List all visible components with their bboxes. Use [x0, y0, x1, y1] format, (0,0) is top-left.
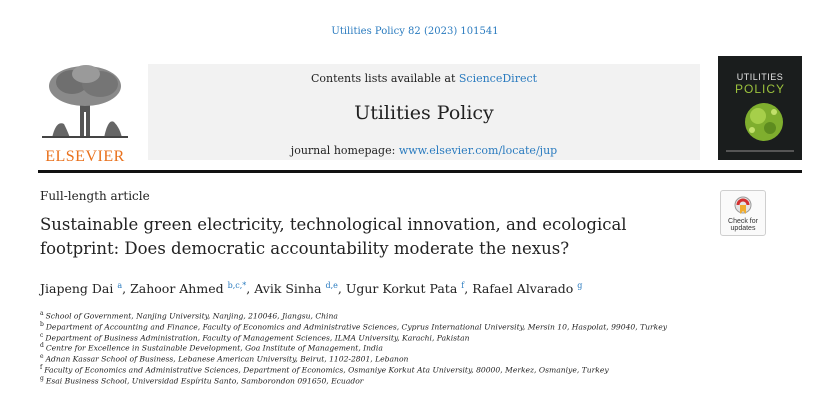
affiliation-letter: g: [40, 374, 44, 382]
cover-bottom-band: [726, 150, 794, 152]
affiliation-text: Department of Accounting and Finance, Faculty of Economics and Administrative Sciences, Cyprus International University, Mersin 10, Haspolat, 99040, Turkey: [45, 322, 668, 332]
cover-title-line1: UTILITIES: [736, 72, 784, 82]
affiliation-letter: e: [40, 353, 44, 361]
elsevier-logo[interactable]: [38, 62, 132, 165]
affiliation-item: [40, 352, 667, 363]
author-4[interactable]: [346, 281, 472, 296]
homepage-prefix: journal homepage:: [290, 144, 399, 157]
affiliation-item: [40, 363, 667, 374]
header-rule: [38, 170, 802, 173]
journal-banner: [148, 64, 700, 160]
cover-art-icon: [738, 100, 788, 144]
affiliation-letter: d: [40, 342, 44, 350]
author-separator: ,: [122, 281, 131, 297]
contents-prefix: Contents lists available at: [310, 72, 459, 85]
journal-cover[interactable]: [718, 56, 802, 160]
author-affiliation-ref[interactable]: b,c,*: [227, 281, 247, 290]
journal-header: [38, 56, 802, 165]
check-updates-label: [721, 218, 765, 232]
affiliation-item: [40, 309, 667, 320]
check-updates-line2: updates: [730, 225, 756, 232]
elsevier-wordmark: ELSEVIER: [45, 148, 125, 165]
article-title: Sustainable green electricity, technological innovation, and ecological footprint: Does democratic accountability moderate the nexus?: [40, 215, 627, 258]
affiliation-item: [40, 341, 667, 352]
author-separator: ,: [337, 281, 346, 297]
contents-line: [148, 72, 700, 85]
author-3[interactable]: [254, 281, 346, 296]
author-2[interactable]: [130, 281, 254, 296]
author-affiliation-ref[interactable]: a: [117, 281, 123, 290]
affiliation-text: Faculty of Economics and Administrative Sciences, Department of Economics, Osmaniye Korkut Ata University, 80000, Merkez, Osmaniye, Turkey: [44, 365, 609, 375]
check-updates-line1: Check for: [728, 218, 758, 225]
author-5[interactable]: [472, 281, 582, 296]
author-name: Zahoor Ahmed: [130, 281, 224, 297]
author-separator: ,: [464, 281, 473, 297]
author-affiliation-ref[interactable]: d,e: [325, 281, 338, 290]
affiliation-letter: b: [40, 320, 44, 328]
affiliation-text: Centre for Excellence in Sustainable Development, Goa Institute of Management, India: [45, 343, 383, 353]
affiliation-text: Department of Business Administration, Faculty of Management Sciences, ILMA University, Karachi, Pakistan: [45, 333, 470, 343]
affiliation-text: School of Government, Nanjing University, Nanjing, 210046, Jiangsu, China: [45, 311, 338, 321]
affiliation-text: Esai Business School, Universidad Espíritu Santo, Samborondon 091650, Ecuador: [45, 376, 364, 386]
journal-title: Utilities Policy: [354, 102, 494, 124]
affiliation-list: [40, 309, 667, 385]
author-name: Ugur Korkut Pata: [345, 281, 458, 297]
elsevier-tree-icon: [42, 62, 128, 138]
journal-citation-link[interactable]: Utilities Policy 82 (2023) 101541: [331, 26, 499, 37]
check-for-updates-button[interactable]: [720, 190, 766, 236]
affiliation-item: [40, 374, 667, 385]
author-affiliation-ref[interactable]: g: [577, 281, 583, 290]
journal-homepage-link[interactable]: www.elsevier.com/locate/jup: [398, 144, 558, 157]
affiliation-letter: a: [40, 310, 44, 317]
author-affiliation-ref[interactable]: f: [461, 281, 465, 290]
affiliation-item: [40, 331, 667, 342]
affiliation-letter: f: [40, 363, 43, 371]
crossmark-icon: [734, 196, 752, 216]
cover-title-line2: POLICY: [734, 82, 785, 96]
sciencedirect-link[interactable]: ScienceDirect: [458, 72, 538, 85]
author-name: Rafael Alvarado: [472, 281, 574, 297]
author-name: Avik Sinha: [254, 281, 322, 297]
affiliation-text: Adnan Kassar School of Business, Lebanese American University, Beirut, 1102-2801, Lebanon: [45, 354, 409, 364]
affiliation-item: [40, 320, 667, 331]
affiliation-letter: c: [40, 331, 44, 339]
author-name: Jiapeng Dai: [40, 281, 114, 297]
author-1[interactable]: [40, 281, 130, 296]
homepage-line: [148, 144, 700, 157]
article-type: Full-length article: [40, 189, 150, 203]
author-list: [40, 281, 582, 296]
author-separator: ,: [246, 281, 255, 297]
